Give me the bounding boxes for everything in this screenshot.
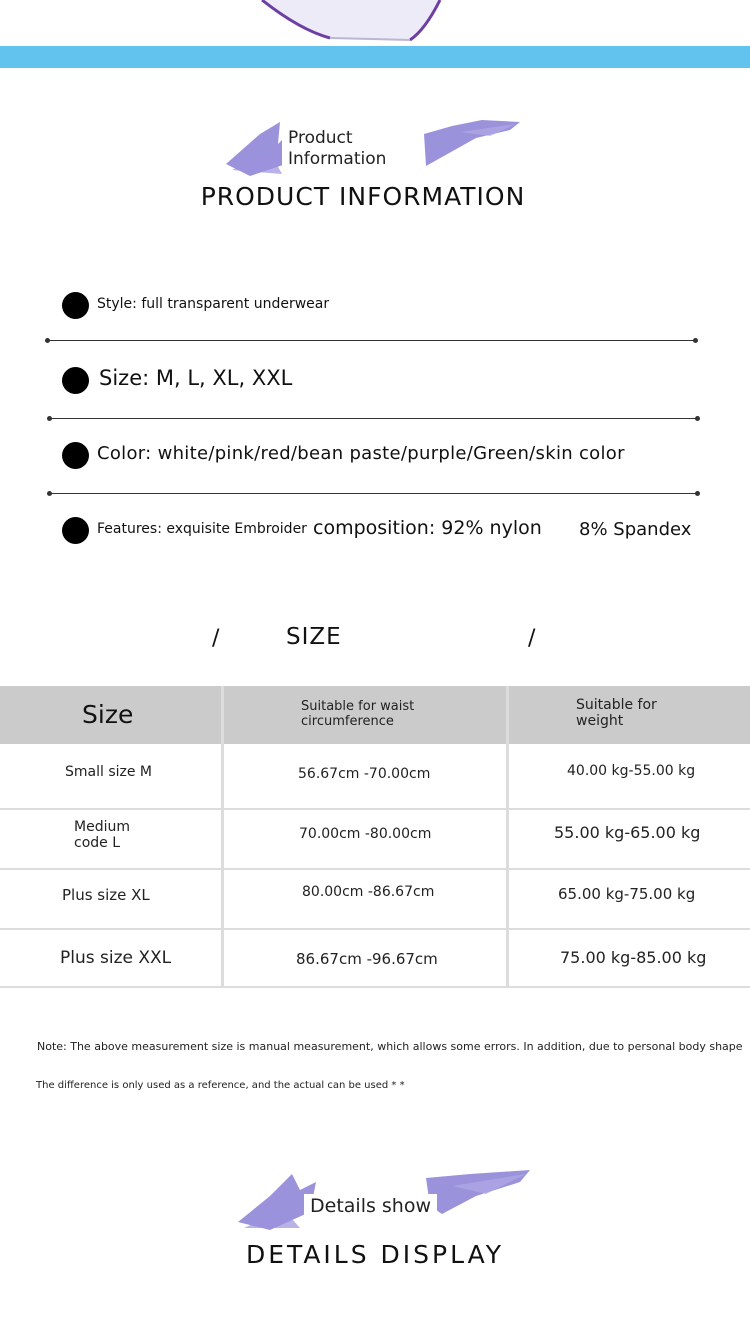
table-cell [508, 744, 750, 808]
size-section-title: SIZE [286, 624, 342, 650]
column-header-weight-line1: Suitable for [576, 697, 657, 713]
row-weight-value: 75.00 kg-85.00 kg [560, 948, 707, 967]
table-divider [0, 868, 750, 870]
features-text: Features: exquisite Embroider [97, 521, 307, 537]
details-title: DETAILS DISPLAY [245, 1240, 505, 1269]
divider-line [49, 418, 698, 419]
bullet-dot [62, 442, 89, 469]
table-cell [508, 810, 750, 868]
column-header-waist-line1: Suitable for waist [301, 699, 415, 714]
size-text: Size: M, L, XL, XXL [99, 366, 293, 390]
table-cell [222, 870, 508, 928]
table-cell [508, 930, 750, 988]
table-header-weight [508, 686, 750, 744]
table-cell [508, 870, 750, 928]
product-info-title: PRODUCT INFORMATION [200, 182, 526, 211]
table-divider [0, 808, 750, 810]
row-size-label: Plus size XXL [60, 948, 172, 968]
table-divider [221, 686, 224, 988]
table-cell [222, 810, 508, 868]
garment-edge-graphic [0, 0, 750, 46]
row-size-label-line2: code L [74, 835, 121, 851]
table-row [0, 870, 222, 928]
divider-line [47, 340, 696, 341]
style-text: Style: full transparent underwear [97, 296, 330, 312]
table-cell [222, 744, 508, 808]
bullet-dot [62, 292, 89, 319]
row-size-label: Plus size XL [62, 886, 150, 904]
small-title-line2: Information [288, 149, 387, 169]
row-weight-value: 55.00 kg-65.00 kg [554, 823, 701, 842]
color-text: Color: white/pink/red/bean paste/purple/Green/skin color [97, 443, 625, 464]
divider-line [49, 493, 698, 494]
composition-text: composition: 92% nylon [313, 517, 542, 539]
table-row [0, 810, 222, 868]
size-title-slash-right: / [528, 626, 536, 651]
table-divider [0, 986, 750, 988]
row-waist-value: 56.67cm -70.00cm [298, 766, 431, 782]
column-header-waist-line2: circumference [301, 714, 394, 729]
size-title-slash-left: / [212, 626, 220, 651]
table-cell [222, 930, 508, 988]
row-waist-value: 70.00cm -80.00cm [299, 826, 432, 842]
column-header-weight-line2: weight [576, 713, 624, 729]
row-size-label: Medium [74, 819, 130, 835]
top-color-band [0, 46, 750, 68]
bullet-dot [62, 367, 89, 394]
product-info-small-title [282, 128, 412, 170]
table-row [0, 744, 222, 808]
row-waist-value: 80.00cm -86.67cm [302, 884, 435, 900]
size-table [0, 686, 750, 988]
row-weight-value: 40.00 kg-55.00 kg [567, 763, 696, 779]
table-divider [0, 928, 750, 930]
spandex-text: 8% Spandex [579, 519, 692, 540]
note-line1: Note: The above measurement size is manual measurement, which allows some errors. In addition, due to personal body shape [37, 1040, 743, 1053]
table-row [0, 930, 222, 988]
bullet-dot [62, 517, 89, 544]
table-divider [506, 686, 509, 988]
column-header-size: Size [82, 700, 134, 729]
product-photo-remnant [0, 0, 750, 46]
row-waist-value: 86.67cm -96.67cm [296, 950, 438, 968]
table-header-waist [222, 686, 508, 744]
note-line2: The difference is only used as a reference, and the actual can be used * * [36, 1080, 405, 1091]
row-size-label: Small size M [65, 764, 153, 780]
table-header-size [0, 686, 222, 744]
small-title-line1: Product [288, 128, 353, 148]
details-small-title: Details show [304, 1194, 437, 1219]
row-weight-value: 65.00 kg-75.00 kg [558, 885, 696, 903]
